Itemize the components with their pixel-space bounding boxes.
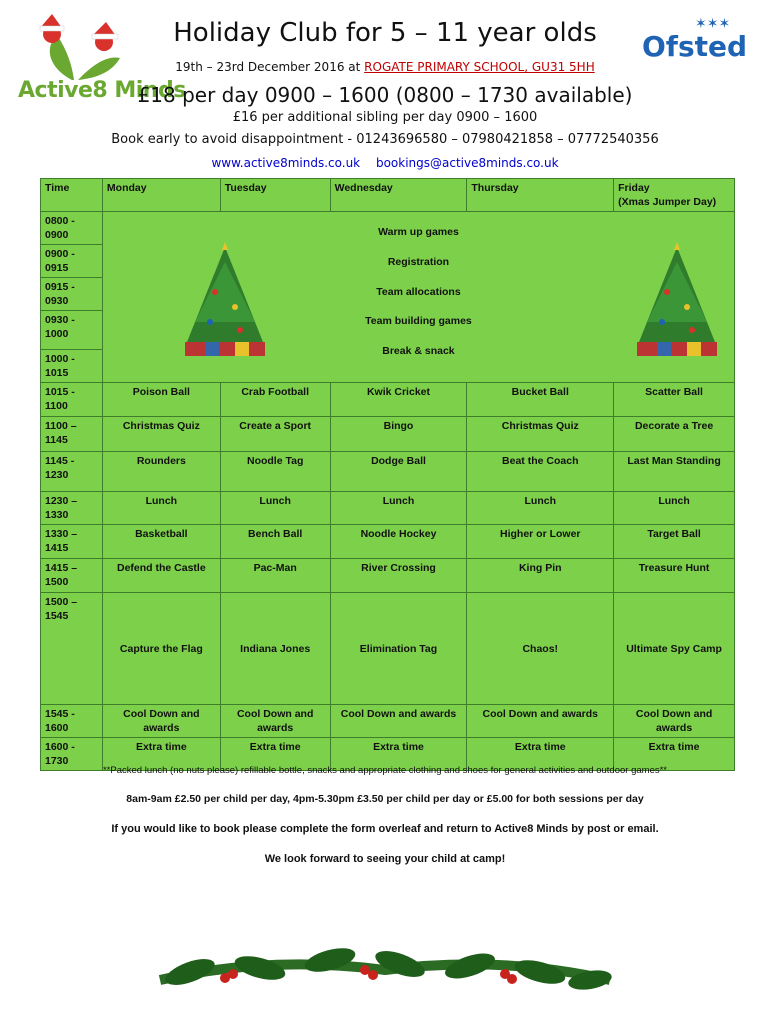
header-row [41, 179, 735, 212]
activity-cell: Christmas Quiz [467, 417, 614, 452]
activity-cell: Crab Football [220, 383, 330, 417]
activity-cell: Decorate a Tree [614, 417, 735, 452]
activity-cell: Pac-Man [220, 559, 330, 593]
activity-cell: Cool Down and awards [467, 705, 614, 738]
closing-message: We look forward to seeing your child at camp! [264, 853, 506, 865]
activity-cell: Elimination Tag [330, 593, 467, 705]
header-friday: Friday (Xmas Jumper Day) [614, 179, 735, 212]
activity-cell: Treasure Hunt [614, 559, 735, 593]
activity-cell: Cool Down and awards [220, 705, 330, 738]
time-cell: 1000 - 1015 [41, 350, 103, 383]
activity-cell: King Pin [467, 559, 614, 593]
time-cell: 1330 – 1415 [41, 525, 103, 559]
header-tuesday: Tuesday [220, 179, 330, 212]
activity-cell: Kwik Cricket [330, 383, 467, 417]
activity-cell: Noodle Hockey [330, 525, 467, 559]
activity-cell: Extra time [614, 738, 735, 771]
activity-cell: Last Man Standing [614, 452, 735, 492]
activity-cell: Lunch [102, 492, 220, 525]
location: ROGATE PRIMARY SCHOOL, GU31 5HH [364, 60, 595, 74]
table-row [41, 417, 735, 452]
morning-activity: Warm up games [378, 226, 459, 238]
header-thursday: Thursday [467, 179, 614, 212]
packed-lunch-note: **Packed lunch (no nuts please) refillable bottle, snacks and appropriate clothing and shoes for general activities and outdoor games** [102, 765, 667, 776]
morning-activity: Registration [387, 256, 450, 268]
activity-cell: Poison Ball [102, 383, 220, 417]
morning-block [102, 212, 734, 383]
activity-cell: Cool Down and awards [614, 705, 735, 738]
dates: 19th – 23rd December 2016 at [175, 60, 361, 74]
activity-cell: Lunch [330, 492, 467, 525]
activity-cell: Extra time [102, 738, 220, 771]
price: £18 per day 0900 – 1600 (0800 – 1730 available) [137, 83, 633, 107]
header-monday: Monday [102, 179, 220, 212]
sibling-price: £16 per additional sibling per day 0900 – 1600 [232, 110, 538, 125]
table-row [41, 559, 735, 593]
page-title: Holiday Club for 5 – 11 year olds [173, 18, 597, 48]
activity-cell: Extra time [220, 738, 330, 771]
activity-cell: Rounders [102, 452, 220, 492]
activity-cell: Bench Ball [220, 525, 330, 559]
time-cell: 0915 - 0930 [41, 278, 103, 311]
dates-location [0, 60, 770, 74]
time-cell: 1230 – 1330 [41, 492, 103, 525]
time-cell: 0930 - 1000 [41, 311, 103, 350]
activity-cell: Indiana Jones [220, 593, 330, 705]
activity-cell: Target Ball [614, 525, 735, 559]
table-row [41, 383, 735, 417]
activity-cell: Chaos! [467, 593, 614, 705]
ofsted-logo: Ofsted [642, 30, 748, 63]
activity-cell: River Crossing [330, 559, 467, 593]
booking-instructions: If you would like to book please complete the form overleaf and return to Active8 Minds by post or email. [111, 823, 659, 835]
activity-cell: Lunch [220, 492, 330, 525]
activity-cell: Defend the Castle [102, 559, 220, 593]
time-cell: 1415 – 1500 [41, 559, 103, 593]
activity-cell: Ultimate Spy Camp [614, 593, 735, 705]
morning-activity: Break & snack [382, 345, 455, 357]
header-time: Time [41, 179, 103, 212]
email-link[interactable]: bookings@active8minds.co.uk [375, 156, 559, 170]
activity-cell: Bucket Ball [467, 383, 614, 417]
table-row [41, 525, 735, 559]
activity-cell: Dodge Ball [330, 452, 467, 492]
table-row [41, 492, 735, 525]
holly-garland-icon [150, 930, 620, 1010]
activity-cell: Scatter Ball [614, 383, 735, 417]
activity-cell: Cool Down and awards [330, 705, 467, 738]
table-row [41, 705, 735, 738]
header-wednesday: Wednesday [330, 179, 467, 212]
booking-phones: Book early to avoid disappointment - 01243696580 – 07980421858 – 07772540356 [111, 132, 659, 147]
timetable [40, 178, 735, 771]
website-link[interactable]: www.active8minds.co.uk [211, 156, 361, 170]
time-cell: 1145 - 1230 [41, 452, 103, 492]
activity-cell: Create a Sport [220, 417, 330, 452]
table-row [41, 452, 735, 492]
activity-cell: Extra time [330, 738, 467, 771]
time-cell: 1600 - 1730 [41, 738, 103, 771]
time-cell: 0800 - 0900 [41, 212, 103, 245]
activity-cell: Lunch [614, 492, 735, 525]
activity-cell: Cool Down and awards [102, 705, 220, 738]
activity-cell: Bingo [330, 417, 467, 452]
morning-activity: Team building games [365, 315, 472, 327]
activity-cell: Noodle Tag [220, 452, 330, 492]
extra-sessions-price: 8am-9am £2.50 per child per day, 4pm-5.30pm £3.50 per child per day or £5.00 for both sessions per day [126, 793, 644, 805]
time-cell: 1100 – 1145 [41, 417, 103, 452]
time-cell: 1015 - 1100 [41, 383, 103, 417]
activity-cell: Beat the Coach [467, 452, 614, 492]
time-cell: 1545 - 1600 [41, 705, 103, 738]
activity-cell: Basketball [102, 525, 220, 559]
contact-links [0, 156, 770, 170]
time-cell: 0900 - 0915 [41, 245, 103, 278]
activity-cell: Lunch [467, 492, 614, 525]
activity-cell: Higher or Lower [467, 525, 614, 559]
svg-text:✶✶✶: ✶✶✶ [695, 16, 731, 32]
activity-cell: Extra time [467, 738, 614, 771]
table-row [41, 593, 735, 705]
activity-cell: Christmas Quiz [102, 417, 220, 452]
morning-activity: Team allocations [376, 286, 461, 298]
time-cell: 1500 – 1545 [41, 593, 103, 705]
logo-text: Active8 Minds [18, 78, 186, 103]
activity-cell: Capture the Flag [102, 593, 220, 705]
